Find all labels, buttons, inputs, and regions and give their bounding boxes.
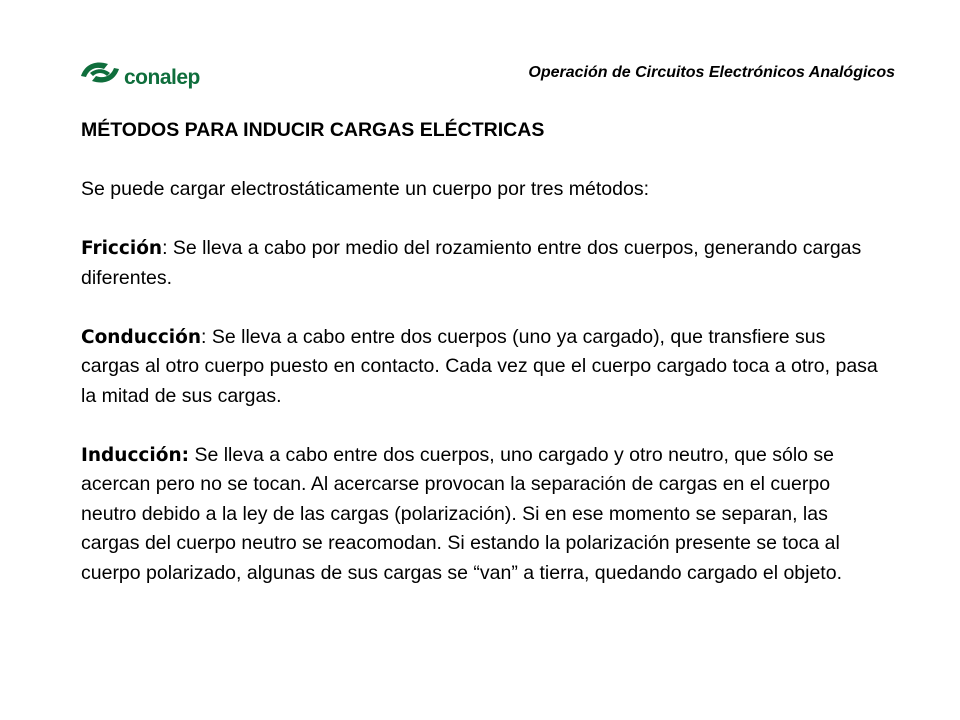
method-term: Fricción (81, 238, 163, 259)
method-separator: : (162, 237, 168, 259)
method-paragraph-induccion (81, 441, 881, 589)
conalep-emblem-icon (78, 56, 122, 90)
method-paragraph-conduccion (81, 323, 881, 412)
method-separator: : (201, 325, 207, 348)
method-paragraph-friccion (81, 234, 881, 293)
method-description: Se lleva a cabo entre dos cuerpos, uno cargado y otro neutro, que sólo se acercan pero no se tocan. Al acercarse provocan la separación de cargas en el cuerpo neutro debido a la ley de las cargas (polarización). Si en ese momento se separan, las cargas del cuerpo neutro se reacomodan. Si estando la polarización presente se toca al cuerpo polarizado, algunas de sus cargas se “van” a tierra, quedando cargado el objeto. (81, 443, 842, 584)
course-title: Operación de Circuitos Electrónicos Analógicos (528, 64, 895, 81)
method-term: Inducción: (81, 444, 190, 466)
document-body (81, 116, 881, 588)
conalep-logo (78, 56, 208, 96)
method-description: Se lleva a cabo por medio del rozamiento entre dos cuerpos, generando cargas diferentes. (81, 237, 862, 289)
method-term: Conducción (81, 326, 202, 348)
section-heading: MÉTODOS PARA INDUCIR CARGAS ELÉCTRICAS (81, 119, 545, 141)
intro-paragraph: Se puede cargar electrostáticamente un cuerpo por tres métodos: (81, 178, 649, 200)
method-description: Se lleva a cabo entre dos cuerpos (uno ya cargado), que transfiere sus cargas al otro cuerpo puesto en contacto. Cada vez que el cuerpo cargado toca a otro, pasa la mitad de sus cargas. (81, 325, 878, 407)
logo-wordmark: conalep (124, 66, 200, 89)
